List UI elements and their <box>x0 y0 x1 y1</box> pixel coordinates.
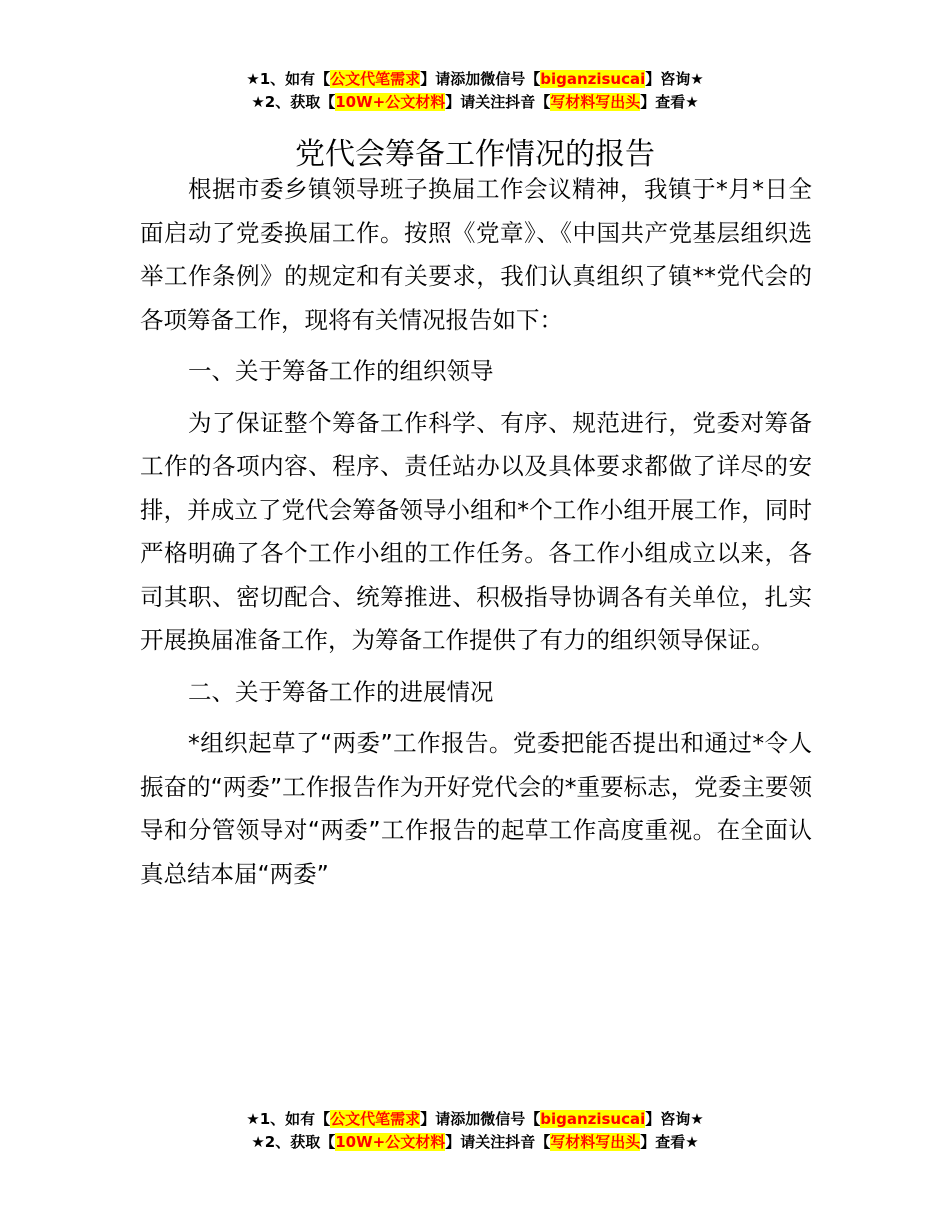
document-body <box>140 168 812 904</box>
highlight-materials: 10W+公文材料 <box>335 1133 446 1151</box>
highlight-wechat-id: biganzisucai <box>540 1110 646 1128</box>
banner-line-1 <box>0 68 950 91</box>
banner-text: 】请添加微信号【 <box>420 70 541 88</box>
banner-line-2 <box>0 1131 950 1154</box>
banner-text: 】请关注抖音【 <box>445 93 551 111</box>
highlight-ghostwriting: 公文代笔需求 <box>330 1110 421 1128</box>
banner-text: 】请关注抖音【 <box>445 1133 551 1151</box>
section-heading-1: 一、关于筹备工作的组织领导 <box>188 357 494 385</box>
banner-text: ★1、如有【 <box>246 70 331 88</box>
document-title: 党代会筹备工作情况的报告 <box>295 137 655 173</box>
banner-line-1 <box>0 1108 950 1131</box>
paragraph-intro: 根据市委乡镇领导班子换届工作会议精神，我镇于*月*日全面启动了党委换届工作。按照《党章》、《中国共产党基层组织选举工作条例》的规定和有关要求，我们认真组织了镇**党代会的各项筹备工作，现将有关情况报告如下： <box>140 175 812 334</box>
banner-text: 】咨询★ <box>645 1110 704 1128</box>
highlight-douyin: 写材料写出头 <box>550 93 641 111</box>
paragraph-organization: 为了保证整个筹备工作科学、有序、规范进行，党委对筹备工作的各项内容、程序、责任站办以及具体要求都做了详尽的安排，并成立了党代会筹备领导小组和*个工作小组开展工作，同时严格明确了各个工作小组的工作任务。各工作小组成立以来，各司其职、密切配合、统筹推进、积极指导协调各有关单位，扎实开展换届准备工作，为筹备工作提供了有力的组织领导保证。 <box>140 408 812 654</box>
highlight-wechat-id: biganzisucai <box>540 70 646 88</box>
banner-text: 】查看★ <box>640 1133 699 1151</box>
banner-text: 】查看★ <box>640 93 699 111</box>
banner-text: 】请添加微信号【 <box>420 1110 541 1128</box>
banner-text: ★2、获取【 <box>251 93 336 111</box>
section-heading-2: 二、关于筹备工作的进展情况 <box>188 677 494 706</box>
paragraph-progress: *组织起草了“两委”工作报告。党委把能否提出和通过*令人振奋的“两委”工作报告作为开好党代会的*重要标志，党委主要领导和分管领导对“两委”工作报告的起草工作高度重视。在全面认真总结本届“两委” <box>140 729 812 888</box>
banner-text: 】咨询★ <box>645 70 704 88</box>
banner-line-2 <box>0 91 950 114</box>
highlight-douyin: 写材料写出头 <box>550 1133 641 1151</box>
banner-text: ★2、获取【 <box>251 1133 336 1151</box>
banner-text: ★1、如有【 <box>246 1110 331 1128</box>
footer-banner <box>0 1108 950 1154</box>
header-banner <box>0 68 950 114</box>
highlight-ghostwriting: 公文代笔需求 <box>330 70 421 88</box>
highlight-materials: 10W+公文材料 <box>335 93 446 111</box>
